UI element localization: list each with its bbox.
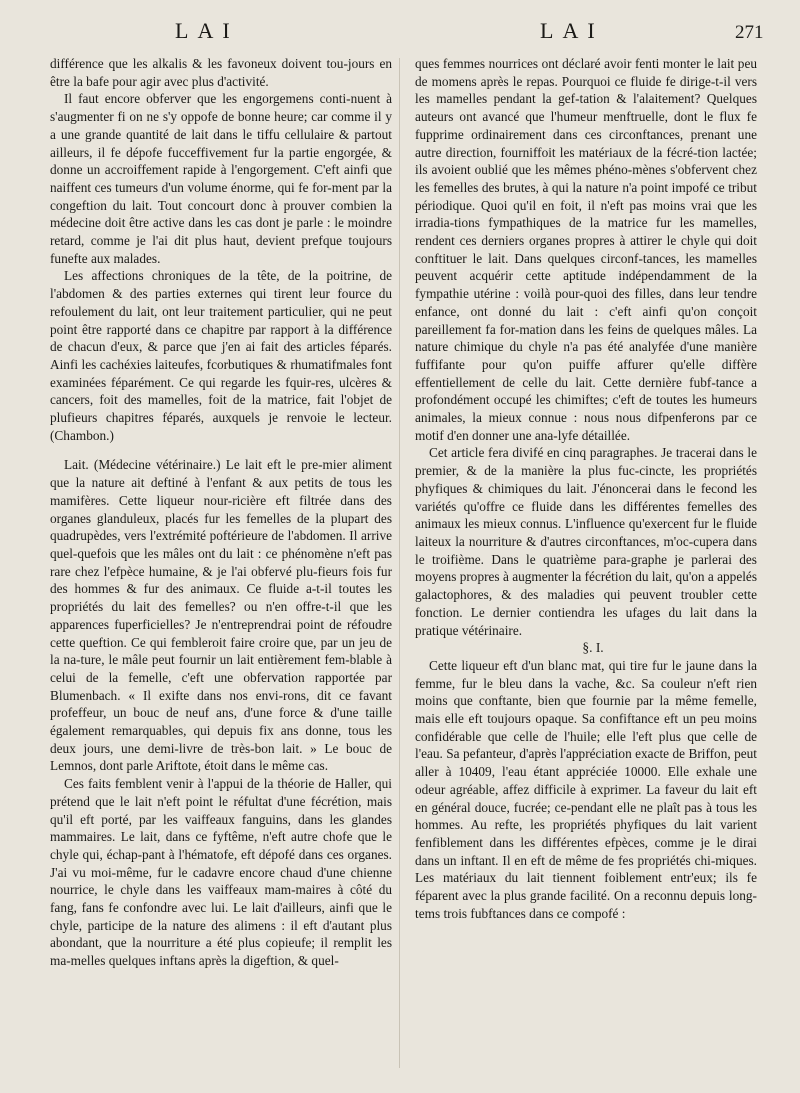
page-number: 271 [735, 22, 764, 43]
left-column [50, 55, 392, 970]
paragraph: Ces faits femblent venir à l'appui de la théorie de Haller, qui prétend que le lait n'eft point le réfultat d'une fécrétion, mais qu'il eft porté, par les vaiffeaux fanguins, dans les glandes mammaires. Le lait, dans ce fyftême, n'eft autre chofe que le chyle qui, échap-pant à l'hématofe, eft dépofé dans ces organes. J'ai vu moi-même, fur le cadavre encore chaud d'une chienne nourrice, le chyle dans les vaiffeaux mam-maires à côté du fang, fans fe confondre avec lui. Le lait d'ailleurs, ainfi que le chyle, participe de la nature des alimens : il eft d'autant plus abondant, que la nourriture a été plus copieufe; il remplit les ma-melles quelques inftans après la digeftion, & quel- [50, 776, 392, 969]
paragraph: différence que les alkalis & les favoneux doivent tou-jours en être la bafe pour agir avec plus d'activité. [50, 56, 392, 89]
paragraph: Cet article fera divifé en cinq paragraphes. Je tracerai dans le premier, & de la manière la plus fuc-cincte, les propriétés phyfiques & chimiques du lait. J'énoncerai dans le fecond les variétés qu'offre ce fluide dans les différentes femelles des animaux les mieux connus. L'influence qu'exercent fur le fluide laiteux la nourriture & d'autres circonftances, m'oc-cupera dans le troifième. Dans le quatrième para-graphe je parlerai des moyens propres à augmenter la fécrétion du lait, qu'on a appelés galactophores, & des maladies qui peuvent troubler cette fonction. Le dernier contiendra les ufages du lait dans la pratique vétérinaire. [415, 445, 757, 638]
section-heading: §. I. [582, 640, 604, 656]
running-head-left: LAI [175, 18, 239, 43]
paragraph-article-start: Lait. (Médecine vétérinaire.) Le lait eft le pre-mier aliment que la nature ait deftiné à l'enfant & aux petits de tous les mamifères. Cette liqueur nour-ricière eft filtrée dans des organes glanduleux, placés fur les femelles de la plupart des quadrupèdes, vers l'extrémité poftérieure de l'abdomen. Il arrive quel-quefois que les mâles ont du lait : ce phénomène n'eft pas rare chez l'efpèce humaine, & je l'ai obfervé plu-fieurs fois fur des hommes & fur des animaux. Ce fluide a-t-il toutes les propriétés du lait des femelles? ou n'en offre-t-il que les apparences fuperficielles? Je n'entreprendrai point de réfoudre cette queftion. Ce qui fembleroit faire croire que, par un jeu de la na-ture, le mâle peut fournir un lait entièrement fem-blable à celui de la femelle, c'eft une obfervation rapportée par Blumenbach. « Il exifte dans nos envi-rons, dit ce favant profeffeur, un bouc de neuf ans, d'une force & d'une taille également remarquables, qui depuis fix ans donne, tous les deux jours, une demi-livre de très-bon lait. » Le bouc de Lemnos, dont parle Ariftote, étoit dans le même cas. [50, 457, 392, 774]
column-divider [399, 58, 400, 1068]
paragraph: Les affections chroniques de la tête, de la poitrine, de l'abdomen & des parties externes qui tirent leur fource du refoulement du lait, ont leur traitement particulier, qui ne peut point être rapporté dans ce chapitre par rapport à la différence de chacun d'eux, & parce que j'en ai fait des articles féparés. Ainfi les cachéxies laiteufes, fcorbutiques & rhumatifmales font examinées féparément. Ce qui regarde les fquir-res, ulcères & cancers, foit des mamelles, foit de la matrice, fait l'objet de plufieurs chapitres féparés, auxquels je renvoie le lecteur. (Chambon.) [50, 268, 392, 443]
paragraph: Cette liqueur eft d'un blanc mat, qui tire fur le jaune dans la femme, fur le bleu dans la vache, &c. Sa couleur n'eft rien moins que conftante, bien que fournie par la même femelle, mais elle eft toujours opaque. Sa confiftance eft un peu moins confidérable que celle de l'huile; elle l'eft plus que celle de l'eau. Sa pefanteur, d'après l'appréciation exacte de Briffon, peut aller à 10409, l'eau étant appréciée 10000. Elle exhale une odeur agréable, affez difficile à exprimer. La faveur du lait eft en général douce, fucrée; ce-pendant elle ne plaît pas à tous les hommes. Au refte, les propriétés phyfiques du lait varient fenfiblement dans les différentes efpèces, comme je le dirai dans un inftant. Il en eft de même de fes propriétés chi-miques. Les matériaux du lait tiennent foiblement entr'eux; ils fe féparent avec la plus grande facilité. On a reconnu depuis long-tems trois fubftances dans ce compofé : [415, 657, 757, 921]
running-head-right: LAI [540, 18, 604, 43]
right-column [415, 55, 757, 922]
paragraph: Il faut encore obferver que les engorgemens conti-nuent à s'augmenter fi on ne s'y oppofe de bonne heure; car comme il y a une grande quantité de lait dans le tiffu cellulaire & partout ailleurs, il fe dépofe fucceffivement fur la partie engorgée, & donne un accroiffement rapide à l'engorgement. C'eft ainfi que naiffent ces tumeurs d'un volume énorme, qui fe for-ment par la congeftion du lait. Tout concourt donc à prouver combien la médecine doit être active dans les cas dont je parle : le moindre retard, comme je l'ai dit plus haut, devient prefque toujours funefte aux malades. [50, 91, 392, 266]
paragraph: ques femmes nourrices ont déclaré avoir fenti monter le lait peu de momens après le repas. Pourquoi ce fluide fe dirige-t-il vers les mamelles pendant la gef-tation & l'alaitement? Quelques auteurs ont avancé que l'humeur menftruelle, dont le flux fe fupprime ordinairement dans ces circonftances, prenant une autre direction, fourniffoit les matériaux de la fécré-tion lactée; ils avoient oublié que les mêmes phéno-mènes s'obfervent chez les femelles des brutes, à qui la nature n'a point impofé ce tribut périodique. Quoi qu'il en foit, il n'eft pas moins vrai que les irradia-tions fympathiques de la matrice fur les mamelles, rendent ces derniers organes propres à attirer le chyle qui doit conftituer le lait. Dans quelques circonf-tances, les mamelles peuvent acquérir cette aptitude indépendamment de la fympathie utérine : voilà pour-quoi des filles, dans leur tendre enfance, ont donné du lait : c'eft ainfi qu'on conçoit pareillement fa for-mation dans les feins de quelques mâles. La nature chimique du chyle n'a pas été analyfée d'une manière fuffifante pour qu'on puiffe affurer qu'elle diffère effentiellement de celle du lait. Cette dernière fubf-tance a profondément occupé les chimiftes; c'eft de toutes les humeurs animales, la mieux connue : nous nous difpenferons par ce motif d'en donner une ana-lyfe détaillée. [415, 56, 757, 443]
